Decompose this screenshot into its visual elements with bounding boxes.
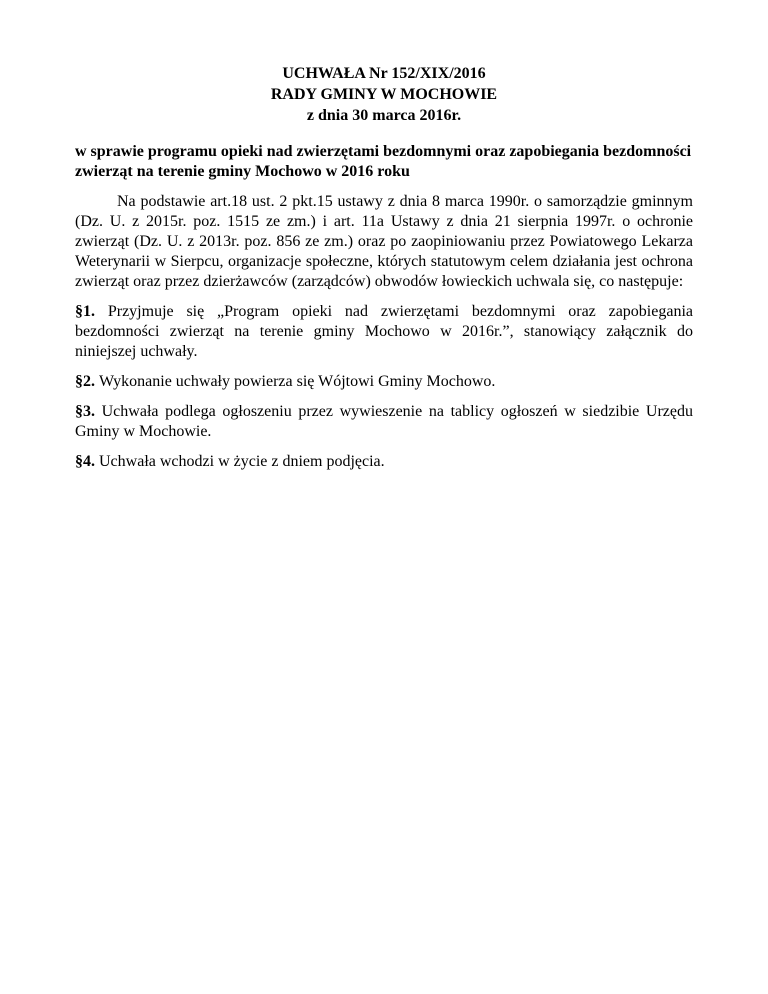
paragraph-1 <box>75 302 693 362</box>
paragraph-number: §3. <box>75 403 102 420</box>
council-name: RADY GMINY W MOCHOWIE <box>270 86 498 103</box>
paragraph-text: Uchwała wchodzi w życie z dniem podjęcia. <box>99 453 385 470</box>
paragraph-number: §1. <box>75 303 108 320</box>
resolution-subject: w sprawie programu opieki nad zwierzętami bezdomnymi oraz zapobiegania bezdomności zwierząt na terenie gminy Mochowo w 2016 roku <box>75 143 692 180</box>
paragraph-3 <box>75 402 693 442</box>
paragraph-text: Przyjmuje się „Program opieki nad zwierzętami bezdomnymi oraz zapobiegania bezdomności zwierząt na terenie gminy Mochowo w 2016r.”, stanowiący załącznik do niniejszej uchwały. <box>75 303 694 360</box>
resolution-preamble: Na podstawie art.18 ust. 2 pkt.15 ustawy z dnia 8 marca 1990r. o samorządzie gminnym (Dz. U. z 2015r. poz. 1515 ze zm.) i art. 11a Ustawy z dnia 21 sierpnia 1997r. o ochronie zwierząt (Dz. U. z 2013r. poz. 856 ze zm.) oraz po zaopiniowaniu przez Powiatowego Lekarza Weterynarii w Sierpcu, organizacje społeczne, których statutowym celem działania jest ochrona zwierząt oraz przez dzierżawców (zarządców) obwodów łowieckich uchwala się, co następuje: <box>75 193 693 290</box>
paragraph-2 <box>75 372 693 392</box>
paragraph-number: §4. <box>75 453 99 470</box>
paragraph-number: §2. <box>75 373 99 390</box>
document-content <box>75 63 693 472</box>
paragraph-text: Wykonanie uchwały powierza się Wójtowi Gminy Mochowo. <box>99 373 496 390</box>
resolution-number: UCHWAŁA Nr 152/XIX/2016 <box>282 65 486 82</box>
resolution-date: z dnia 30 marca 2016r. <box>306 107 462 124</box>
paragraph-4 <box>75 452 693 472</box>
paragraph-text: Uchwała podlega ogłoszeniu przez wywieszenie na tablicy ogłoszeń w siedzibie Urzędu Gminy w Mochowie. <box>75 403 693 440</box>
resolution-header <box>75 63 693 126</box>
